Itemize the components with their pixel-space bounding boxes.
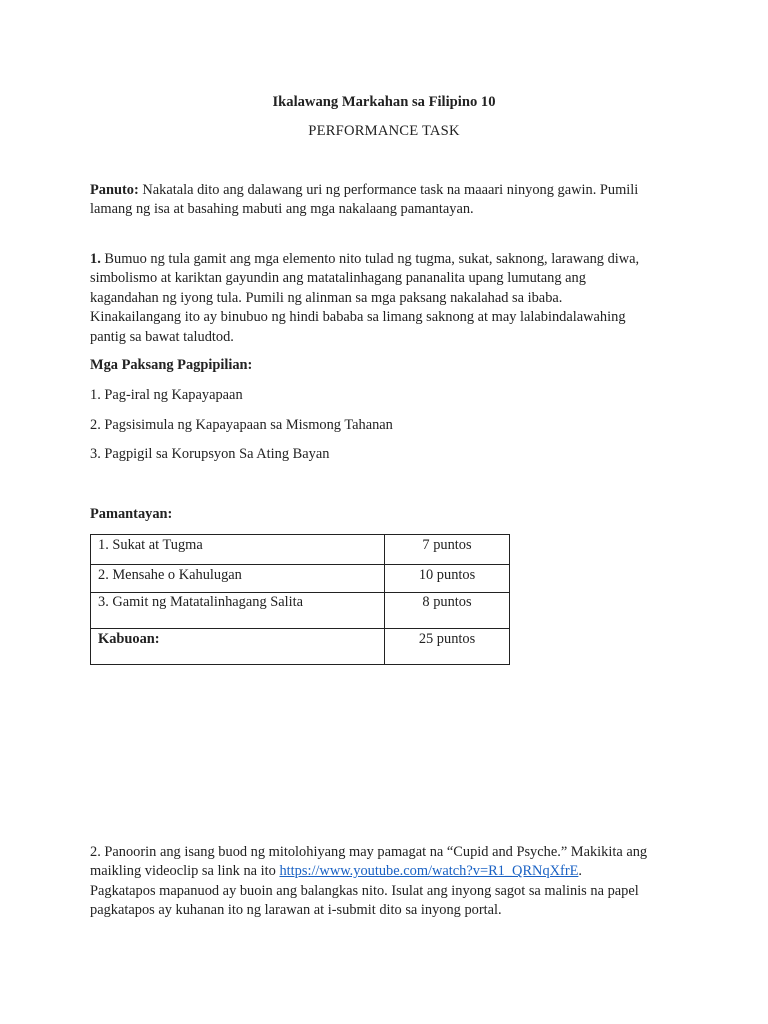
instructions-label: Panuto:	[90, 182, 139, 198]
rubric-points: 8 puntos	[422, 594, 472, 610]
rubric-total-label: Kabuoan:	[98, 631, 160, 647]
rubric-heading: Pamantayan:	[90, 506, 173, 522]
table-row	[91, 593, 510, 629]
instructions-line-2: lamang ng isa at basahing mabuti ang mga nakalaang pamantayan.	[90, 201, 474, 218]
topic-item-1: 1. Pag-iral ng Kapayapaan	[90, 387, 243, 403]
task-2-line-1: 2. Panoorin ang isang buod ng mitolohiyang may pamagat na “Cupid and Psyche.” Makikita ang	[90, 844, 648, 860]
rubric-points: 10 puntos	[418, 567, 476, 583]
task-2-paragraph	[90, 843, 690, 921]
document-subtitle: PERFORMANCE TASK	[308, 123, 460, 139]
task-1-line-3: kagandahan ng iyong tula. Pumili ng alinman sa mga paksang nakalahad sa ibaba.	[90, 289, 563, 306]
topics-heading: Mga Paksang Pagpipilian:	[90, 357, 253, 373]
task-1-paragraph	[90, 250, 690, 347]
rubric-criterion: 1. Sukat at Tugma	[98, 537, 203, 553]
instructions-paragraph	[90, 181, 690, 220]
rubric-criterion: 2. Mensahe o Kahulugan	[98, 567, 242, 583]
task-1-line-2: simbolismo at kariktan gayundin ang matatalinhagang pananalita upang lumutang ang	[90, 270, 586, 287]
task-2-line-2-prefix: maikling videoclip sa link na ito	[90, 863, 280, 880]
rubric-points: 7 puntos	[422, 537, 472, 553]
table-row	[91, 535, 510, 565]
document-title: Ikalawang Markahan sa Filipino 10	[272, 94, 496, 110]
rubric-total-points: 25 puntos	[418, 631, 476, 647]
table-row	[91, 565, 510, 593]
rubric-table	[90, 534, 510, 665]
instructions-line-1: Nakatala dito ang dalawang uri ng performance task na maaari ninyong gawin. Pumili	[138, 182, 639, 198]
task-1-number: 1.	[90, 251, 101, 267]
task-2-line-4: pagkatapos ay kuhanan ito ng larawan at i-submit dito sa inyong portal.	[90, 902, 502, 919]
task-1-line-4: Kinakailangang ito ay binubuo ng hindi bababa sa limang saknong at may lalabindalawahing	[90, 309, 626, 326]
task-2-line-2-suffix: .	[578, 863, 583, 880]
topic-item-3: 3. Pagpigil sa Korupsyon Sa Ating Bayan	[90, 446, 330, 462]
rubric-criterion: 3. Gamit ng Matatalinhagang Salita	[98, 594, 304, 610]
table-row-total	[91, 629, 510, 665]
task-2-line-3: Pagkatapos mapanuod ay buoin ang balangkas nito. Isulat ang inyong sagot sa malinis na papel	[90, 882, 639, 899]
video-link[interactable]: https://www.youtube.com/watch?v=R1_QRNqXfrE	[279, 863, 579, 880]
task-1-line-5: pantig sa bawat taludtod.	[90, 328, 234, 345]
task-1-line-1: Bumuo ng tula gamit ang mga elemento nito tulad ng tugma, sukat, saknong, larawang diwa,	[100, 251, 640, 267]
topic-item-2: 2. Pagsisimula ng Kapayapaan sa Mismong Tahanan	[90, 417, 393, 433]
